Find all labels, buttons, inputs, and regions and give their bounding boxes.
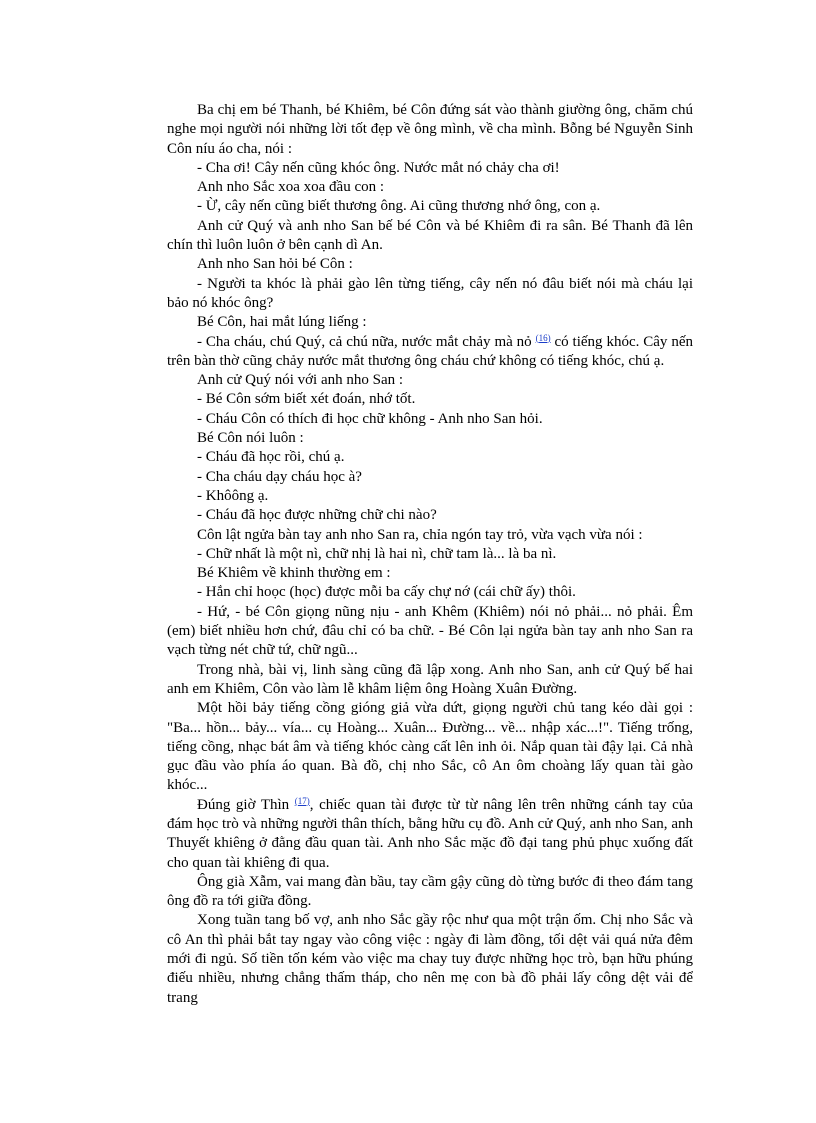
- paragraph: Trong nhà, bài vị, linh sàng cũng đã lập xong. Anh nho San, anh cử Quý bế hai anh em Khiêm, Côn vào làm lễ khâm liệm ông Hoàng Xuân Đường.: [167, 661, 693, 697]
- document-page: [167, 101, 693, 1008]
- dialogue-line: - Cha ơi! Cây nến cũng khóc ông. Nước mắt nó chảy cha ơi!: [197, 159, 560, 176]
- footnote-link-16[interactable]: (16): [535, 332, 551, 343]
- dialogue-line: - Chữ nhất là một nì, chữ nhị là hai nì, chữ tam là... là ba nì.: [197, 545, 557, 562]
- dialogue-line: - Khôông ạ.: [197, 487, 269, 504]
- paragraph: Ông già Xẫm, vai mang đàn bầu, tay cầm gậy cũng dò từng bước đi theo đám tang ông đồ ra tới giữa đồng.: [167, 873, 693, 910]
- text-segment: - Cha cháu, chú Quý, cả chú nữa, nước mắt chảy mà nỏ: [197, 333, 536, 350]
- paragraph: Xong tuần tang bố vợ, anh nho Sắc gầy rộc như qua một trận ốm. Chị nho Sắc và cô An thì phải bắt tay ngay vào công việc : ngày đi làm đồng, tối dệt vải quá nửa đêm mới đi ngủ. Số tiền tốn kém vào việc ma chay tuy được những học trò, bạn hữu phúng điếu nhiều, nhưng chẳng thấm tháp, cho nên mẹ con bà đồ phải lấy công dệt vải để trang: [167, 912, 693, 1006]
- dialogue-line: - Ừ, cây nến cũng biết thương ông. Ai cũng thương nhớ ông, con ạ.: [197, 198, 601, 215]
- dialogue-line: - Cháu đã học được những chữ chi nào?: [197, 507, 437, 524]
- dialogue-line: - Hắn chỉ hoọc (học) được mỗi ba cấy chự nớ (cái chữ ấy) thôi.: [197, 584, 576, 601]
- paragraph: Ba chị em bé Thanh, bé Khiêm, bé Côn đứng sát vào thành giường ông, chăm chú nghe mọi người nói những lời tốt đẹp về ông mình, về cha mình. Bỗng bé Nguyễn Sinh Côn níu áo cha, nói :: [167, 102, 693, 157]
- paragraph: Bé Khiêm về khinh thường em :: [197, 565, 391, 582]
- text-segment: , chiếc quan tài được từ từ nâng lên trên những cánh tay của đám học trò và những người thân thích, bằng hữu cụ đồ. Anh cử Quý, anh nho San, anh Thuyết khiêng ở đằng đầu quan tài. Anh nho Sắc mặc đồ đại tang phủ phục xuống đất cho quan tài khiêng đi qua.: [167, 796, 693, 871]
- dialogue-line: - Cháu đã học rồi, chú ạ.: [197, 449, 345, 466]
- text-segment: Đúng giờ Thìn: [197, 796, 295, 813]
- paragraph: Côn lật ngửa bàn tay anh nho San ra, chỉa ngón tay trỏ, vừa vạch vừa nói :: [197, 526, 643, 543]
- paragraph: Anh nho Sắc xoa xoa đầu con :: [197, 179, 385, 196]
- paragraph: [167, 796, 693, 873]
- dialogue-line: - Người ta khóc là phải gào lên từng tiếng, cây nến nó đâu biết nói mà cháu lại bảo nó khóc ông?: [167, 275, 693, 311]
- text-segment: có tiếng khóc. Cây nến trên bàn thờ cũng chảy nước mắt thương ông cháu chứ không có tiếng khóc, chú ạ.: [167, 333, 693, 369]
- paragraph: Anh nho San hỏi bé Côn :: [197, 256, 353, 273]
- paragraph: Anh cử Quý và anh nho San bế bé Côn và bé Khiêm đi ra sân. Bé Thanh đã lên chín thì luôn luôn ở bên cạnh dì An.: [167, 217, 693, 254]
- dialogue-line: - Cha cháu dạy cháu học à?: [197, 468, 362, 485]
- paragraph: Bé Côn nói luôn :: [197, 430, 304, 447]
- paragraph: Anh cử Quý nói với anh nho San :: [197, 372, 404, 389]
- paragraph: Bé Côn, hai mắt lúng liếng :: [197, 314, 367, 331]
- dialogue-line: - Cháu Côn có thích đi học chữ không - Anh nho San hỏi.: [197, 410, 543, 427]
- dialogue-line: [167, 333, 693, 372]
- dialogue-line: - Hứ, - bé Côn giọng nũng nịu - anh Khêm (Khiêm) nói nỏ phải... nỏ phải. Êm (em) biết nhiều hơn chứ, đâu chỉ có ba chữ. - Bé Côn lại ngửa bàn tay anh nho San ra vạch từng nét chữ tứ, chữ ngũ...: [167, 603, 693, 659]
- footnote-link-17[interactable]: (17): [294, 795, 310, 806]
- paragraph: Một hồi bảy tiếng cồng gióng giả vừa dứt, giọng người chủ tang kéo dài gọi : "Ba... hồn... bảy... vía... cụ Hoàng... Xuân... Đường... về... nhập xác...!". Tiếng trống, tiếng cồng, nhạc bát âm và tiếng khóc càng cất lên inh ỏi. Nắp quan tài đậy lại. Cả nhà gục đầu vào phía áo quan. Bà đồ, chị nho Sắc, cô An ôm choàng lấy quan tài gào khóc...: [167, 700, 693, 794]
- dialogue-line: - Bé Côn sớm biết xét đoán, nhớ tốt.: [197, 391, 416, 408]
